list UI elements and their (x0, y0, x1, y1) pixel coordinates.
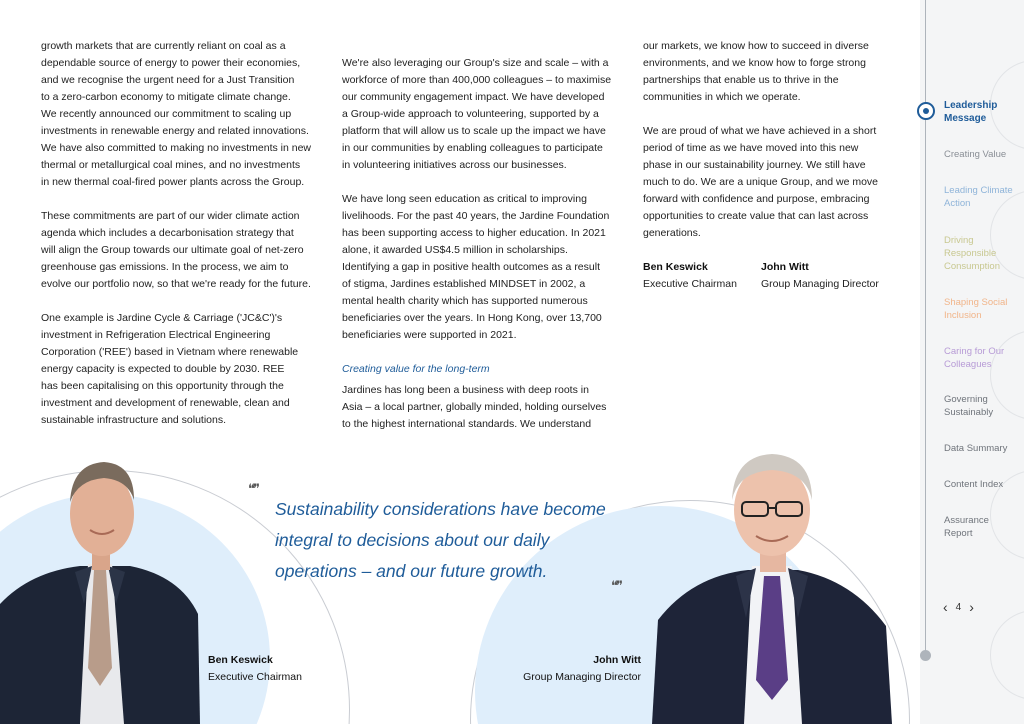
paragraph: growth markets that are currently reliant on coal as a dependable source of energy to power their economies, and we recognise the urgent need for a Just Transition to a zero-carbon economy to mitigate climate change. We recently announced our commitment to scaling up investments in renewable energy and related innovations. We have also committed to making no investments in new thermal or metallurgical coal mines, and no investments in new thermal coal-fired power plants across the Group. (41, 40, 312, 188)
signature-block (643, 259, 913, 293)
text-column-2 (342, 55, 627, 450)
page-navigator (943, 599, 974, 615)
text-column-3 (643, 38, 913, 293)
portrait-john-witt (652, 450, 892, 724)
caption-left (208, 652, 302, 686)
text-column-1 (41, 38, 326, 446)
nav-item-assurance-report[interactable]: Assurance Report (944, 515, 989, 539)
signatory (761, 259, 901, 293)
nav-item-governing-sustainably[interactable]: Governing Sustainably (944, 394, 994, 418)
caption-right (490, 652, 641, 686)
signatory-name: Ben Keswick (643, 261, 708, 273)
nav-item-data-summary[interactable]: Data Summary (944, 443, 1008, 454)
open-quote-icon: ❝❞ (248, 482, 258, 497)
paragraph: One example is Jardine Cycle & Carriage ('JC&C')'s investment in Refrigeration Electrical Engineering Corporation ('REE') based in Vietnam where renewable energy capacity is expected to double by 2030. REE has been capitalising on this opportunity through the investment and development of renewable, clean and sustainable infrastructure and solutions. (41, 312, 299, 426)
nav-timeline (925, 0, 926, 655)
paragraph: We are proud of what we have achieved in a short period of time as we have moved into this new phase in our sustainability journey. We still have much to do. We are a unique Group, and we move forward with confidence and purpose, embracing opportunities to create value that can last across generations. (643, 125, 879, 239)
nav-item-shaping-social-inclusion[interactable]: Shaping Social Inclusion (944, 297, 1008, 321)
pull-quote: Sustainability considerations have become integral to decisions about our daily operations – and our future growth. (275, 499, 606, 581)
nav-item-leadership-message[interactable]: Leadership Message (944, 100, 998, 124)
nav-item-creating-value[interactable]: Creating Value (944, 149, 1007, 160)
nav-item-caring-for-colleagues[interactable]: Caring for Our Colleagues (944, 346, 1005, 370)
portrait-ben-keswick (0, 454, 200, 724)
paragraph: We have long seen education as critical to improving livelihoods. For the past 40 years, the Jardine Foundation has been supporting access to higher education. In 2021 alone, it awarded US$4.5 million in scholarships. Identifying a gap in positive health outcomes as a result of stigma, Jardines established MINDSET in 2002, a mental health charity which has supported numerous beneficiaries over the years. In Hong Kong, over 13,700 beneficiaries were supported in 2021. (342, 193, 610, 341)
caption-name: John Witt (593, 654, 641, 666)
signatory-name: John Witt (761, 261, 809, 273)
chevron-left-icon[interactable]: ‹ (943, 599, 948, 615)
nav-item-content-index[interactable]: Content Index (944, 479, 1004, 490)
paragraph: These commitments are part of our wider climate action agenda which includes a decarbonisation strategy that will align the Group towards our ultimate goal of net-zero greenhouse gas emissions. In the process, we aim to evolve our portfolio now, so that we're ready for the future. (41, 210, 311, 290)
page-number: 4 (955, 601, 962, 613)
nav-item-driving-responsible-consumption[interactable]: Driving Responsible Consumption (944, 235, 1000, 272)
nav-item-leading-climate-action[interactable]: Leading Climate Action (944, 185, 1013, 209)
signatory (643, 259, 741, 293)
nav-end-dot (920, 650, 931, 661)
active-section-marker (917, 102, 935, 120)
caption-name: Ben Keswick (208, 654, 273, 666)
decorative-arc (990, 610, 1024, 700)
chevron-right-icon[interactable]: › (969, 599, 974, 615)
paragraph: our markets, we know how to succeed in diverse environments, and we know how to forge strong partnerships that enable us to thrive in the communities in which we operate. (643, 40, 869, 103)
caption-title: Executive Chairman (208, 671, 302, 683)
close-quote-icon: ❝❞ (611, 579, 621, 594)
signatory-title: Executive Chairman (643, 278, 737, 290)
paragraph: We're also leveraging our Group's size and scale – with a workforce of more than 400,000 colleagues – to maximise our community engagement impact. We have developed a Group-wide approach to volunteering, supported by a platform that will allow us to scale up the impact we have in our communities by enabling colleagues to participate in volunteering initiatives across our businesses. (342, 57, 612, 171)
caption-title: Group Managing Director (523, 671, 641, 683)
paragraph: Jardines has long been a business with deep roots in Asia – a local partner, globally minded, holding ourselves to the highest international standards. We understand (342, 384, 607, 430)
section-subheading: Creating value for the long-term (342, 363, 490, 375)
signatory-title: Group Managing Director (761, 278, 879, 290)
